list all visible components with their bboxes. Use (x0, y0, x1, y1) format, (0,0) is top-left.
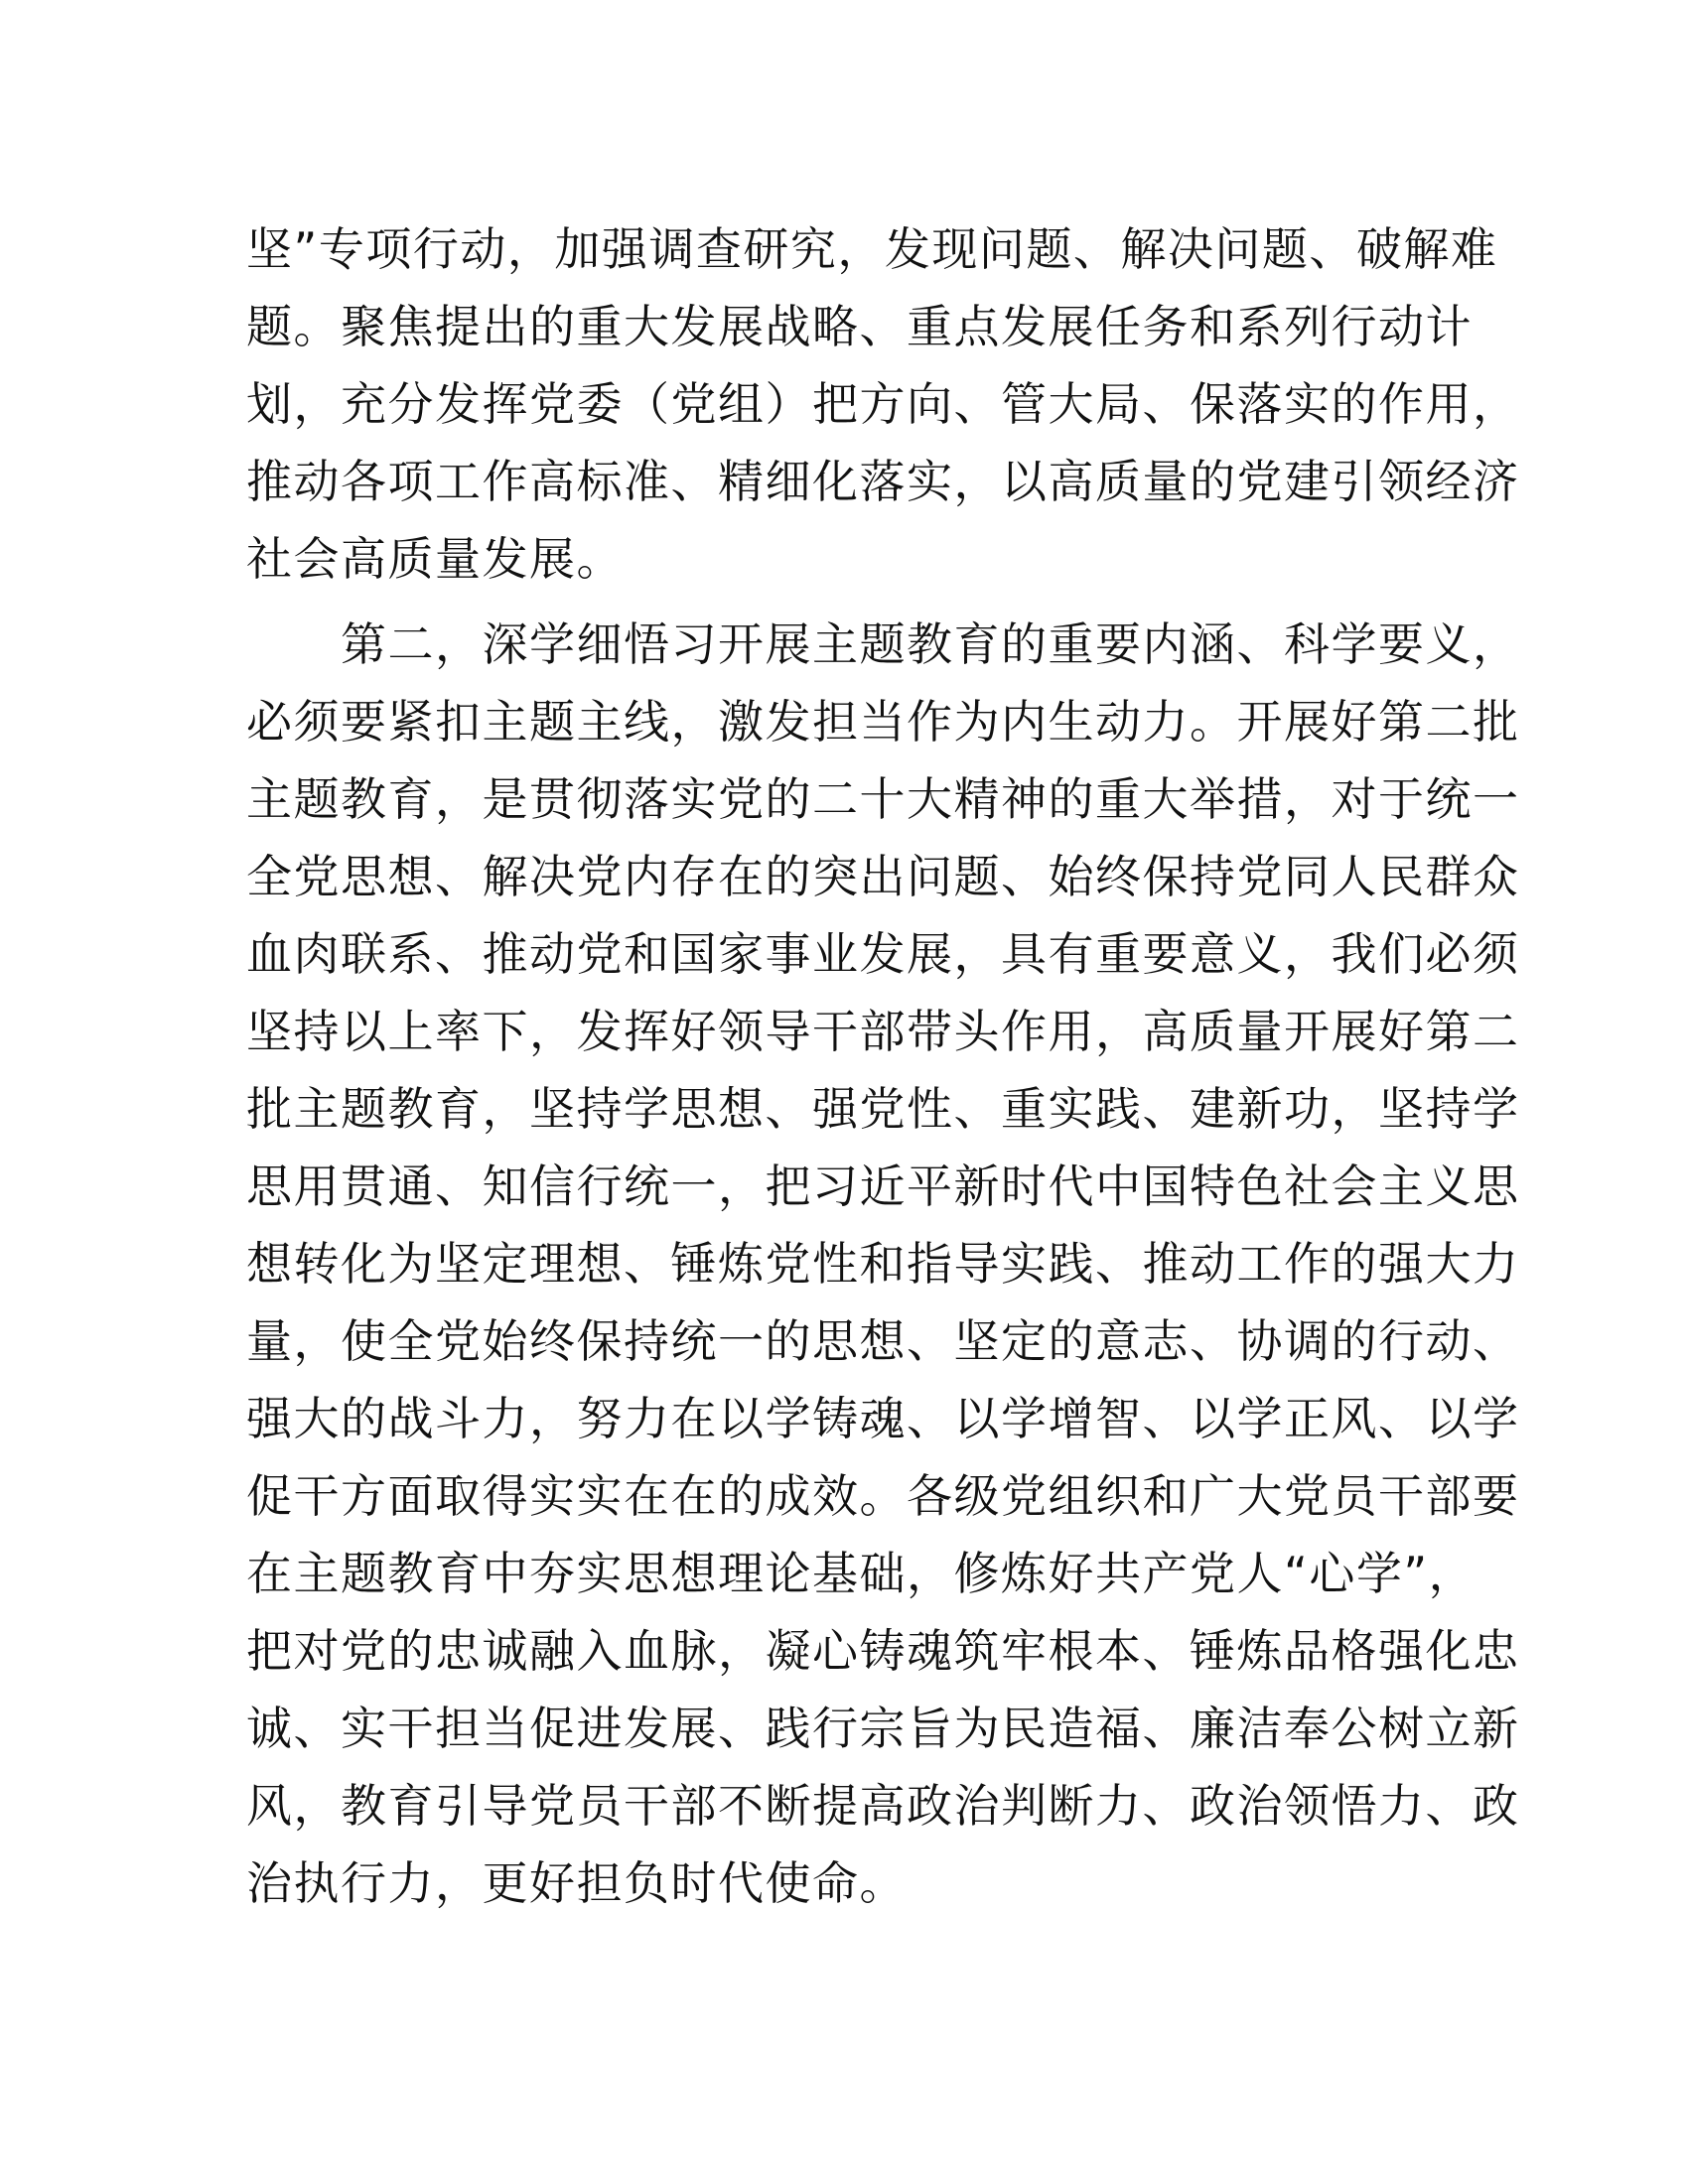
text-line: 必须要紧扣主题主线，激发担当作为内生动力。开展好第二批 (246, 695, 1520, 749)
text-line: 风，教育引导党员干部不断提高政治判断力、政治领悟力、政 (246, 1779, 1520, 1833)
text-line: 量，使全党始终保持统一的思想、坚定的意志、协调的行动、 (246, 1314, 1520, 1368)
text-line: 诚、实干担当促进发展、践行宗旨为民造福、廉洁奉公树立新 (246, 1702, 1520, 1755)
text-line: 第二，深学细悟习开展主题教育的重要内涵、科学要义， (246, 617, 1520, 671)
text-line: 血肉联系、推动党和国家事业发展，具有重要意义，我们必须 (246, 927, 1520, 981)
text-line: 想转化为坚定理想、锤炼党性和指导实践、推动工作的强大力 (246, 1237, 1520, 1291)
paragraph-2 (246, 606, 1520, 1922)
text-line: 强大的战斗力，努力在以学铸魂、以学增智、以学正风、以学 (246, 1392, 1520, 1445)
text-line: 社会高质量发展。 (246, 532, 624, 586)
text-line: 题。聚焦提出的重大发展战略、重点发展任务和系列行动计 (246, 300, 1473, 353)
text-line: 在主题教育中夯实思想理论基础，修炼好共产党人“心学”， (246, 1547, 1477, 1600)
text-line: 促干方面取得实实在在的成效。各级党组织和广大党员干部要 (246, 1469, 1520, 1523)
text-line: 划，充分发挥党委（党组）把方向、管大局、保落实的作用， (246, 377, 1520, 431)
text-line: 批主题教育，坚持学思想、强党性、重实践、建新功，坚持学 (246, 1082, 1520, 1136)
paragraph-1 (246, 210, 1520, 598)
text-line: 把对党的忠诚融入血脉，凝心铸魂筑牢根本、锤炼品格强化忠 (246, 1624, 1520, 1678)
text-line: 推动各项工作高标准、精细化落实，以高质量的党建引领经济 (246, 455, 1520, 508)
text-line: 全党思想、解决党内存在的突出问题、始终保持党同人民群众 (246, 850, 1520, 903)
text-line: 思用贯通、知信行统一，把习近平新时代中国特色社会主义思 (246, 1160, 1520, 1213)
text-line: 坚持以上率下，发挥好领导干部带头作用，高质量开展好第二 (246, 1005, 1520, 1058)
text-line: 主题教育，是贯彻落实党的二十大精神的重大举措，对于统一 (246, 772, 1520, 826)
text-line: 治执行力，更好担负时代使命。 (246, 1856, 907, 1910)
text-line: 坚”专项行动，加强调查研究，发现问题、解决问题、破解难 (246, 222, 1498, 276)
